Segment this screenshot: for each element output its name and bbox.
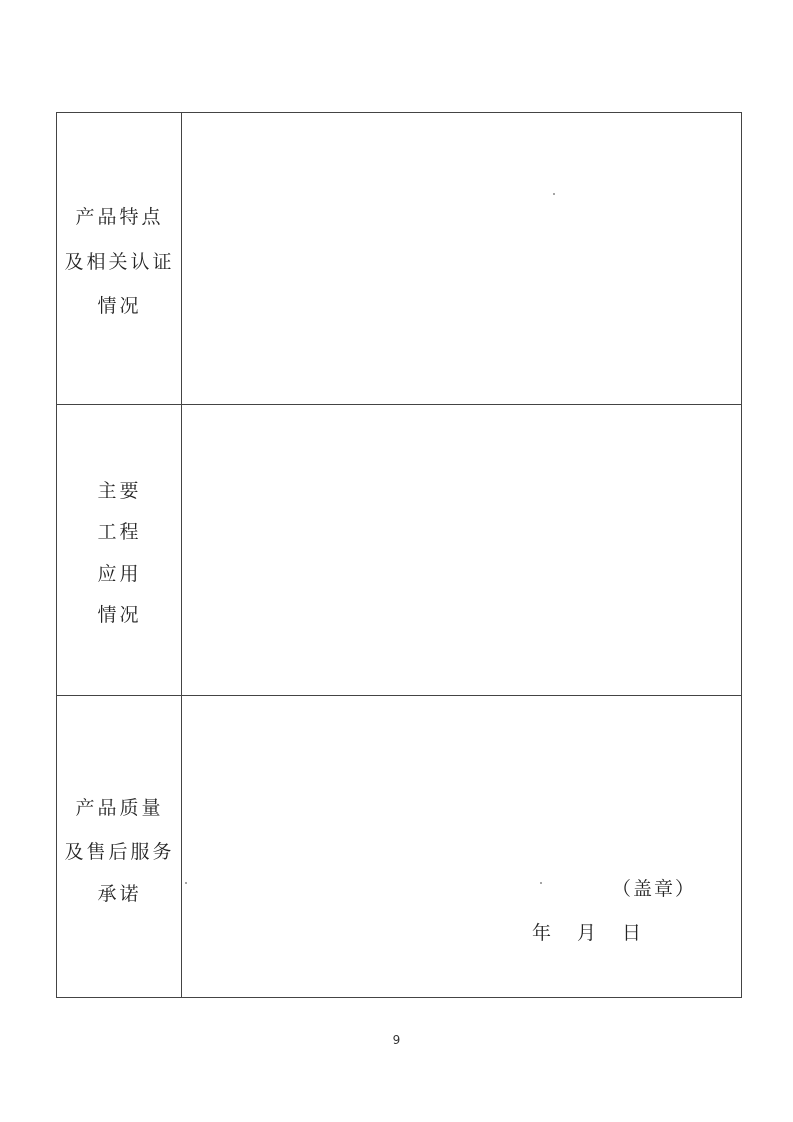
date-month-label: 月 (577, 922, 597, 944)
table-row-quality-service (57, 696, 741, 997)
scan-speck (553, 193, 555, 195)
date-year-label: 年 (532, 922, 552, 944)
form-table (56, 112, 742, 998)
label-line: 产品特点 (75, 206, 164, 228)
date-line (532, 918, 641, 945)
scan-speck (540, 882, 542, 884)
label-line: 及售后服务 (64, 841, 175, 863)
page-number: 9 (392, 1033, 401, 1047)
content-cell-quality-service[interactable] (182, 696, 741, 997)
label-cell-quality-service (57, 696, 182, 997)
label-line: 工程 (97, 521, 142, 543)
label-line: 情况 (97, 295, 142, 317)
date-day-label: 日 (622, 922, 642, 944)
label-line: 及相关认证 (64, 251, 175, 273)
label-line: 情况 (97, 604, 142, 626)
stamp-label: （盖章） (612, 878, 697, 900)
table-row-product-features (57, 113, 741, 405)
label-line: 承诺 (97, 883, 142, 905)
label-line: 主要 (97, 480, 142, 502)
content-cell-product-features[interactable] (182, 113, 741, 404)
label-cell-product-features (57, 113, 182, 404)
scan-speck (185, 882, 187, 884)
table-row-engineering-application (57, 405, 741, 696)
label-cell-engineering-application (57, 405, 182, 695)
label-line: 产品质量 (75, 797, 164, 819)
content-cell-engineering-application[interactable] (182, 405, 741, 695)
label-line: 应用 (97, 563, 142, 585)
